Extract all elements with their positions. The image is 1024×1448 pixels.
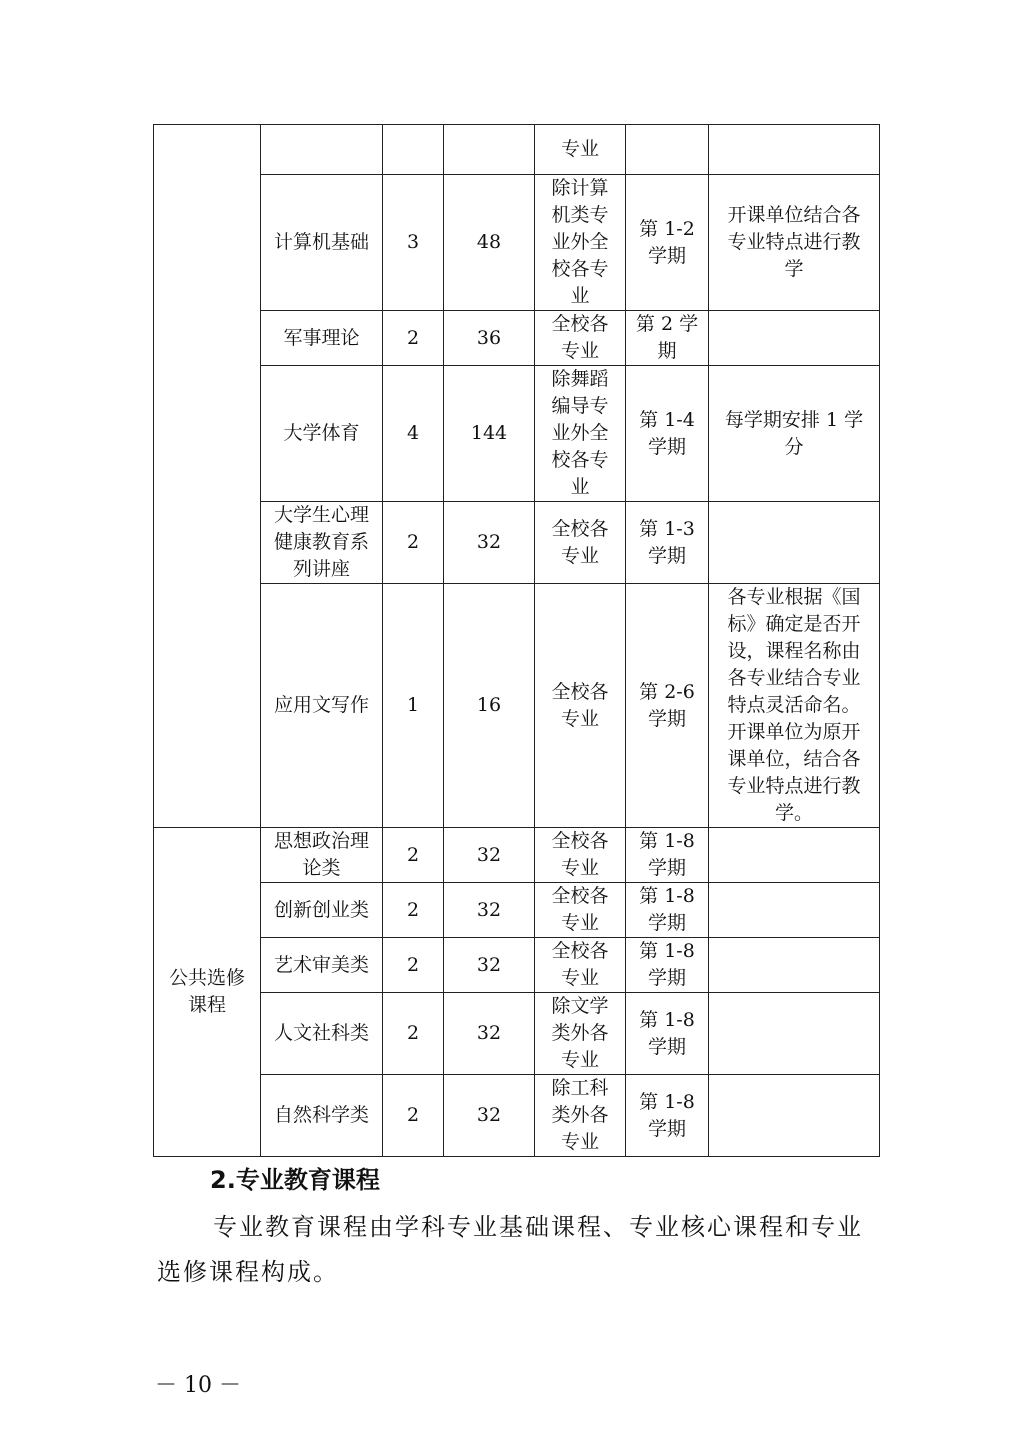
notes-cell — [709, 125, 880, 175]
hours-cell: 32 — [444, 993, 535, 1075]
body-paragraph: 专业教育课程由学科专业基础课程、专业核心课程和专业选修课程构成。 — [157, 1213, 863, 1286]
credits-cell: 2 — [383, 311, 444, 366]
term-cell: 第 1-8 学期 — [626, 1075, 709, 1157]
hours-cell: 32 — [444, 502, 535, 584]
notes-cell — [709, 311, 880, 366]
course-name-cell: 创新创业类 — [261, 883, 383, 938]
term-cell: 第 2 学 期 — [626, 311, 709, 366]
scope-cell: 专业 — [535, 125, 626, 175]
table-row — [154, 502, 880, 584]
hours-cell — [444, 125, 535, 175]
table-row — [154, 125, 880, 175]
course-name-cell: 艺术审美类 — [261, 938, 383, 993]
credits-cell: 2 — [383, 502, 444, 584]
course-name-cell: 思想政治理 论类 — [261, 828, 383, 883]
table-row — [154, 993, 880, 1075]
table-row — [154, 1075, 880, 1157]
page-number: － 10 － — [155, 1373, 241, 1398]
course-name-cell: 自然科学类 — [261, 1075, 383, 1157]
notes-cell — [709, 883, 880, 938]
table-row — [154, 584, 880, 828]
term-cell: 第 1-8 学期 — [626, 883, 709, 938]
scope-cell: 全校各 专业 — [535, 311, 626, 366]
hours-cell: 48 — [444, 175, 535, 311]
hours-cell: 144 — [444, 366, 535, 502]
hours-cell: 32 — [444, 938, 535, 993]
credits-cell: 2 — [383, 1075, 444, 1157]
table-row — [154, 311, 880, 366]
hours-cell: 16 — [444, 584, 535, 828]
hours-cell: 32 — [444, 1075, 535, 1157]
term-cell: 第 1-2 学期 — [626, 175, 709, 311]
term-cell: 第 1-8 学期 — [626, 993, 709, 1075]
section-heading: 2.专业教育课程 — [210, 1166, 380, 1194]
term-cell: 第 1-4 学期 — [626, 366, 709, 502]
course-name-cell: 计算机基础 — [261, 175, 383, 311]
notes-cell — [709, 828, 880, 883]
notes-cell: 开课单位结合各 专业特点进行教 学 — [709, 175, 880, 311]
scope-cell: 除计算 机类专 业外全 校各专 业 — [535, 175, 626, 311]
credits-cell: 1 — [383, 584, 444, 828]
term-cell: 第 1-3 学期 — [626, 502, 709, 584]
table-row — [154, 366, 880, 502]
table-row — [154, 175, 880, 311]
category-cell: 公共选修 课程 — [154, 828, 261, 1157]
notes-cell — [709, 1075, 880, 1157]
term-cell: 第 1-8 学期 — [626, 828, 709, 883]
table-row — [154, 938, 880, 993]
term-cell — [626, 125, 709, 175]
scope-cell: 全校各 专业 — [535, 938, 626, 993]
scope-cell: 全校各 专业 — [535, 584, 626, 828]
notes-cell — [709, 938, 880, 993]
course-name-cell: 大学体育 — [261, 366, 383, 502]
scope-cell: 全校各 专业 — [535, 828, 626, 883]
category-cell — [154, 125, 261, 828]
notes-cell — [709, 993, 880, 1075]
course-name-cell: 应用文写作 — [261, 584, 383, 828]
term-cell: 第 1-8 学期 — [626, 938, 709, 993]
credits-cell: 2 — [383, 938, 444, 993]
hours-cell: 32 — [444, 828, 535, 883]
scope-cell: 除舞蹈 编导专 业外全 校各专 业 — [535, 366, 626, 502]
scope-cell: 除工科 类外各 专业 — [535, 1075, 626, 1157]
course-table — [153, 124, 880, 1157]
notes-cell — [709, 502, 880, 584]
course-name-cell: 军事理论 — [261, 311, 383, 366]
credits-cell — [383, 125, 444, 175]
scope-cell: 全校各 专业 — [535, 883, 626, 938]
scope-cell: 全校各 专业 — [535, 502, 626, 584]
credits-cell: 2 — [383, 828, 444, 883]
credits-cell: 2 — [383, 993, 444, 1075]
hours-cell: 32 — [444, 883, 535, 938]
credits-cell: 3 — [383, 175, 444, 311]
course-name-cell: 人文社科类 — [261, 993, 383, 1075]
scope-cell: 除文学 类外各 专业 — [535, 993, 626, 1075]
hours-cell: 36 — [444, 311, 535, 366]
credits-cell: 2 — [383, 883, 444, 938]
notes-cell: 每学期安排 1 学 分 — [709, 366, 880, 502]
term-cell: 第 2-6 学期 — [626, 584, 709, 828]
course-name-cell — [261, 125, 383, 175]
table-row — [154, 883, 880, 938]
table-row — [154, 828, 880, 883]
notes-cell: 各专业根据《国 标》确定是否开 设，课程名称由 各专业结合专业 特点灵活命名。 开课单位为原开 课单位，结合各 专业特点进行教 学。 — [709, 584, 880, 828]
course-name-cell: 大学生心理 健康教育系 列讲座 — [261, 502, 383, 584]
credits-cell: 4 — [383, 366, 444, 502]
